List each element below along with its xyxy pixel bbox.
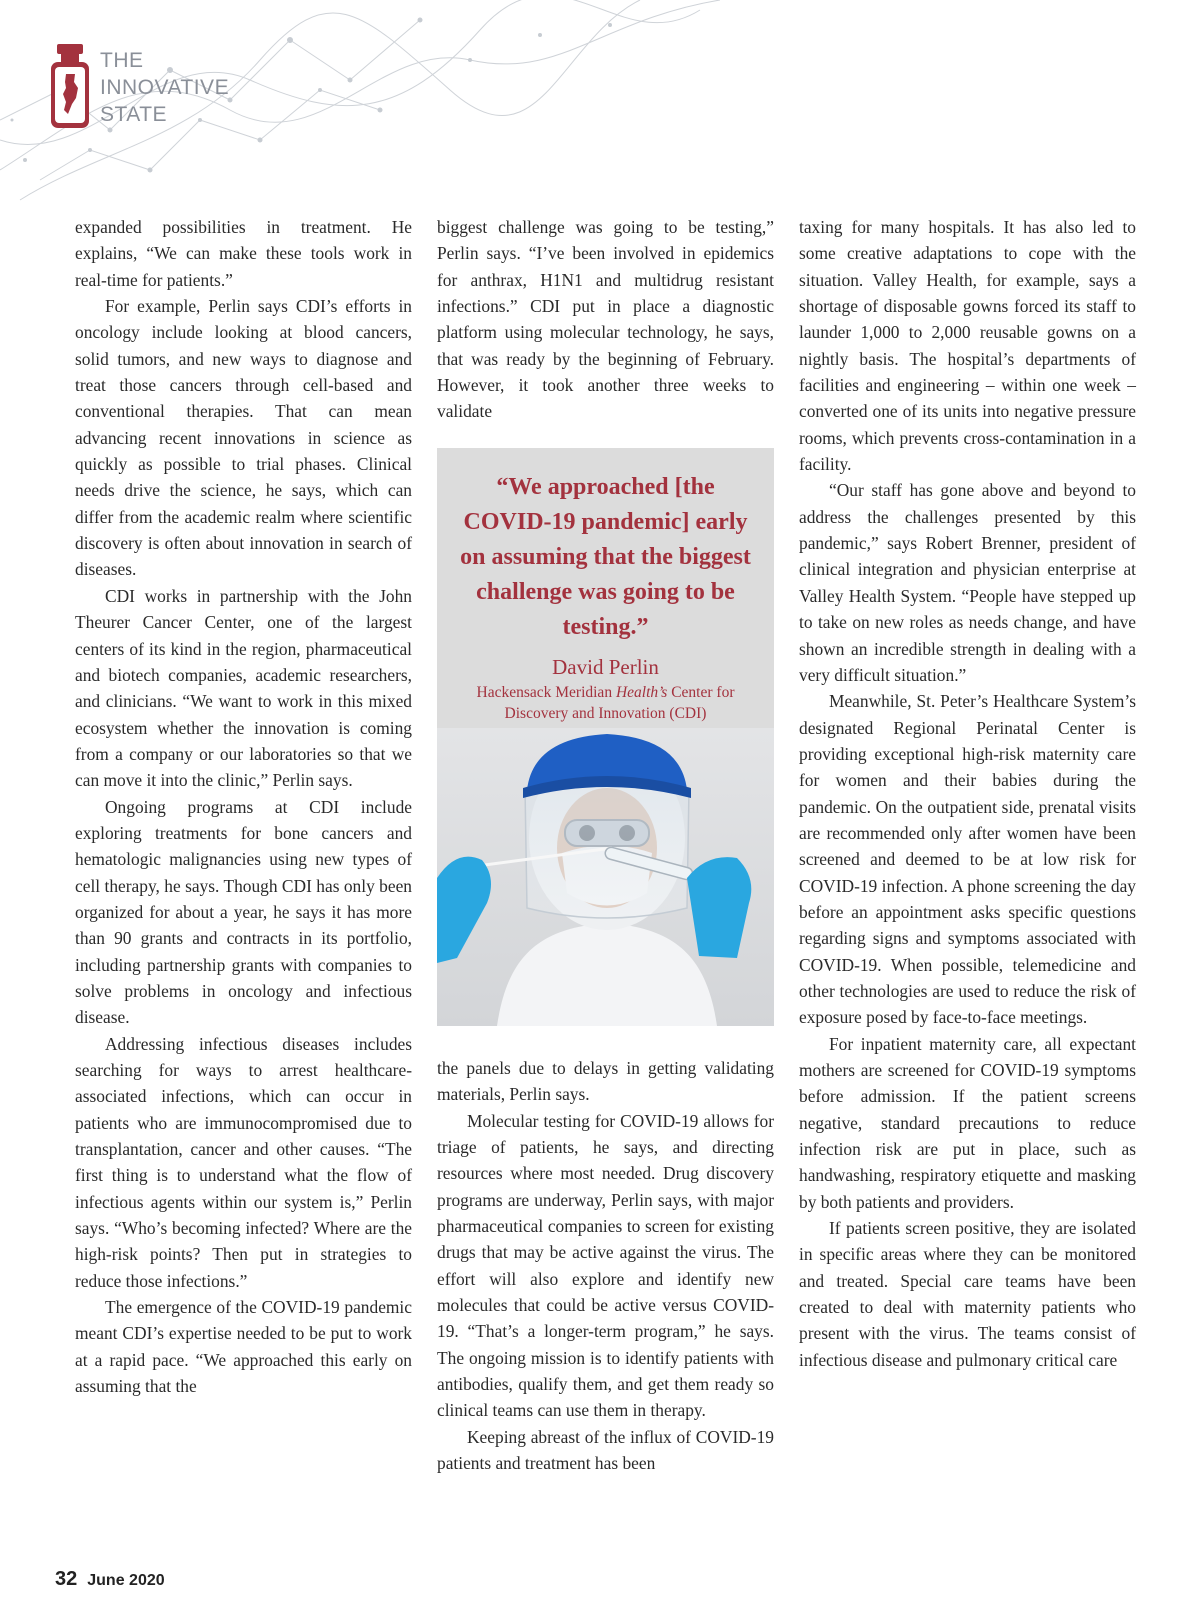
paragraph: Molecular testing for COVID-19 allows for triage of patients, he says, and directing resources where most needed. Drug discovery programs are underway, Perlin says, with major pharmaceutical companies to screen for existing drugs that may be active against the virus. The effort will also explore and identify new molecules that could be active versus COVID-19. “That’s a longer-term program,” he says. The ongoing mission is to identify patients with antibodies, qualify them, and get them ready so clinical teams can use them in therapy.: [437, 1110, 774, 1421]
paragraph: If patients screen positive, they are isolated in specific areas where they can be monitored and treated. Special care teams have been created to deal with maternity patients who present with the virus. The teams consist of infectious disease and pulmonary critical care: [799, 1218, 1136, 1370]
paragraph: taxing for many hospitals. It has also led to some creative adaptations to cope with the situation. Valley Health, for example, says a shortage of disposable gowns forced its staff to launder 1,000 to 2,000 reusable gowns on a nightly basis. The hospital’s departments of facilities and engineering – within one week – converted one of its units into negative pressure rooms, which prevents cross-contamination in a facility.: [799, 217, 1136, 475]
issue-date: June 2020: [87, 1572, 165, 1589]
paragraph: For example, Perlin says CDI’s efforts in oncology include looking at blood cancers, solid tumors, and new ways to diagnose and treat those cancers through cell-based and conventional therapies. That can mean advancing recent innovations in science as quickly as possible to trial phases. Clinical needs drive the science, he says, which can differ from the academic realm where scientific discovery is often about innovation in search of diseases.: [75, 296, 412, 580]
paragraph: Addressing infectious diseases includes searching for ways to arrest healthcare-associated infections, which can occur in patients who are immunocompromised due to transplantation, cancer and other causes. “The first thing is to understand what the flow of infectious agents within our system is,” Perlin says. “Who’s becoming infected? Where are the high-risk points? Then put in strategies to reduce those infections.”: [75, 1033, 412, 1291]
vial-logo-icon: [50, 44, 90, 130]
logo-line-3: STATE: [100, 103, 168, 126]
paragraph: Meanwhile, St. Peter’s Healthcare System’s designated Regional Perinatal Center is providing exceptional high-risk maternity care for women and their babies during the pandemic. On the outpatient side, prenatal visits are recommended only after women have been screened and deemed to be at low risk for COVID-19 infection. A phone screening the day before an appointment asks specific questions regarding signs and symptoms associated with COVID-19. When possible, telemedicine and other technologies are used to reduce the risk of exposure posed by face-to-face meetings.: [799, 691, 1136, 1028]
magazine-logo: [46, 44, 236, 134]
paragraph: Ongoing programs at CDI include exploring treatments for bone cancers and hematologic malignancies using new types of cell therapy, he says. Though CDI has only been organized for about a year, he says it has more than 90 grants and contracts in its portfolio, including partnership grants with companies to solve problems in oncology and infectious disease.: [75, 796, 412, 1028]
researcher-photo: [437, 728, 774, 1026]
logo-line-2: INNOVATIVE: [100, 76, 230, 99]
paragraph: CDI works in partnership with the John Theurer Cancer Center, one of the largest centers of its kind in the region, pharmaceutical and biotech companies, academic researchers, and clinicians. “We want to work in this mixed ecosystem whether the innovation is coming from a company or our laboratories so that we can move it into the clinic,” Perlin says.: [75, 585, 412, 791]
page-footer: [55, 1568, 165, 1591]
paragraph: Keeping abreast of the influx of COVID-19 patients and treatment has been: [437, 1426, 774, 1474]
article-column-2-bottom: [437, 1055, 774, 1477]
quote-attribution-affiliation: Hackensack Meridian Health’s Center for Discovery and Innovation (CDI): [476, 684, 735, 722]
paragraph: For inpatient maternity care, all expectant mothers are screened for COVID-19 symptoms before admission. If the patient screens negative, standard precautions to reduce infection risk are put in place, such as handwashing, respiratory etiquette and masking by both patients and providers.: [799, 1033, 1136, 1212]
article-column-3: [799, 214, 1136, 1373]
paragraph: expanded possibilities in treatment. He explains, “We can make these tools work in real-time for patients.”: [75, 217, 412, 290]
pull-quote: “We approached [the COVID-19 pandemic] early on assuming that the biggest challenge was going to be testing.”: [460, 474, 751, 640]
page-number: 32: [55, 1568, 78, 1590]
paragraph: the panels due to delays in getting validating materials, Perlin says.: [437, 1058, 774, 1105]
article-column-2-top: [437, 214, 774, 425]
logo-text: [100, 47, 229, 128]
quote-attribution-name: David Perlin: [552, 655, 659, 679]
pull-quote-box: [437, 448, 774, 1026]
paragraph: The emergence of the COVID-19 pandemic meant CDI’s expertise needed to be put to work at a rapid pace. “We approached this early on assuming that the: [75, 1297, 412, 1397]
paragraph: biggest challenge was going to be testing,” Perlin says. “I’ve been involved in epidemics for anthrax, H1N1 and multidrug resistant infections.” CDI put in place a diagnostic platform using molecular technology, he says, that was ready by the beginning of February. However, it took another three weeks to validate: [437, 217, 774, 422]
paragraph: “Our staff has gone above and beyond to address the challenges presented by this pandemic,” says Robert Brenner, president of clinical integration and physician enterprise at Valley Health System. “People have stepped up to take on new roles as needs change, and have shown an incredible strength in dealing with a very difficult situation.”: [799, 480, 1136, 685]
logo-line-1: THE: [100, 49, 144, 72]
article-column-1: [75, 214, 412, 1399]
